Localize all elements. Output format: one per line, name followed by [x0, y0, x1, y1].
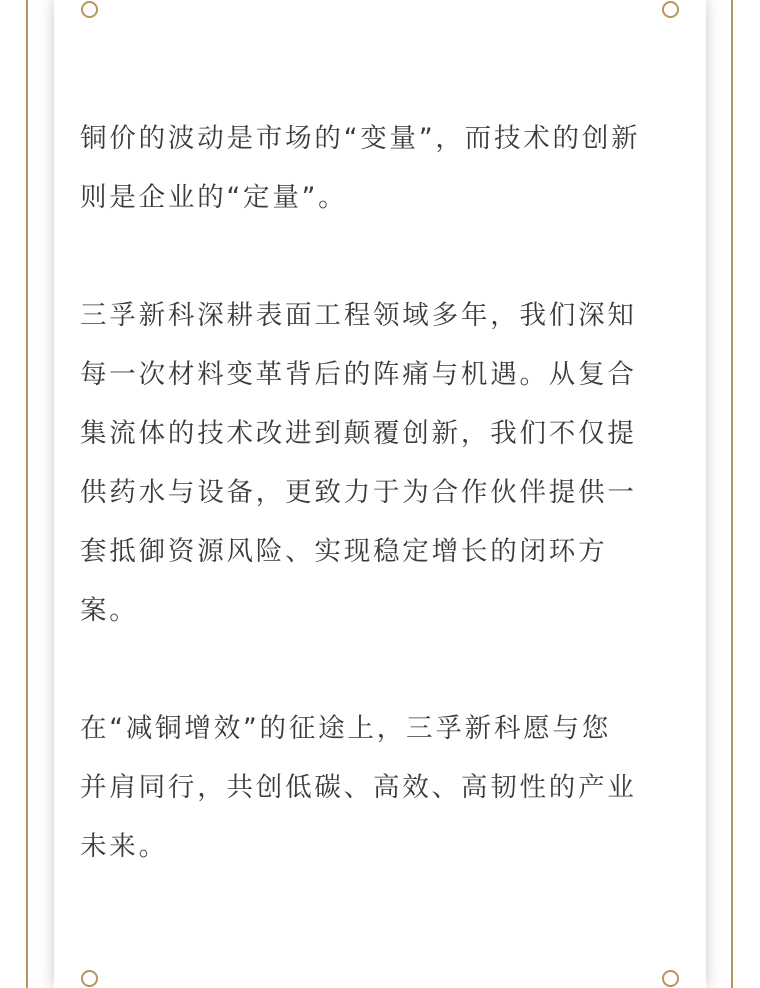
bottom-left-ring-ornament — [81, 970, 98, 987]
left-frame-line — [26, 0, 28, 988]
article-body — [80, 109, 680, 876]
paragraph-copper-price: 铜价的波动是市场的“变量”，而技术的创新 则是企业的“定量”。 — [80, 123, 641, 213]
right-frame-line — [731, 0, 733, 988]
bottom-right-ring-ornament — [662, 970, 679, 987]
top-right-ring-ornament — [662, 1, 679, 18]
paragraph-company-expertise: 三孚新科深耕表面工程领域多年，我们深知 每一次材料变革背后的阵痛与机遇。从复合 集流体的技术改进到颠覆创新，我们不仅提 供药水与设备，更致力于为合作伙伴提供一 套抵御资源风险、实现稳定增长的闭环方 案。 — [80, 300, 637, 626]
paragraph-closing: 在“减铜增效”的征途上，三孚新科愿与您 并肩同行，共创低碳、高效、高韧性的产业 未来。 — [80, 713, 637, 862]
top-left-ring-ornament — [81, 1, 98, 18]
